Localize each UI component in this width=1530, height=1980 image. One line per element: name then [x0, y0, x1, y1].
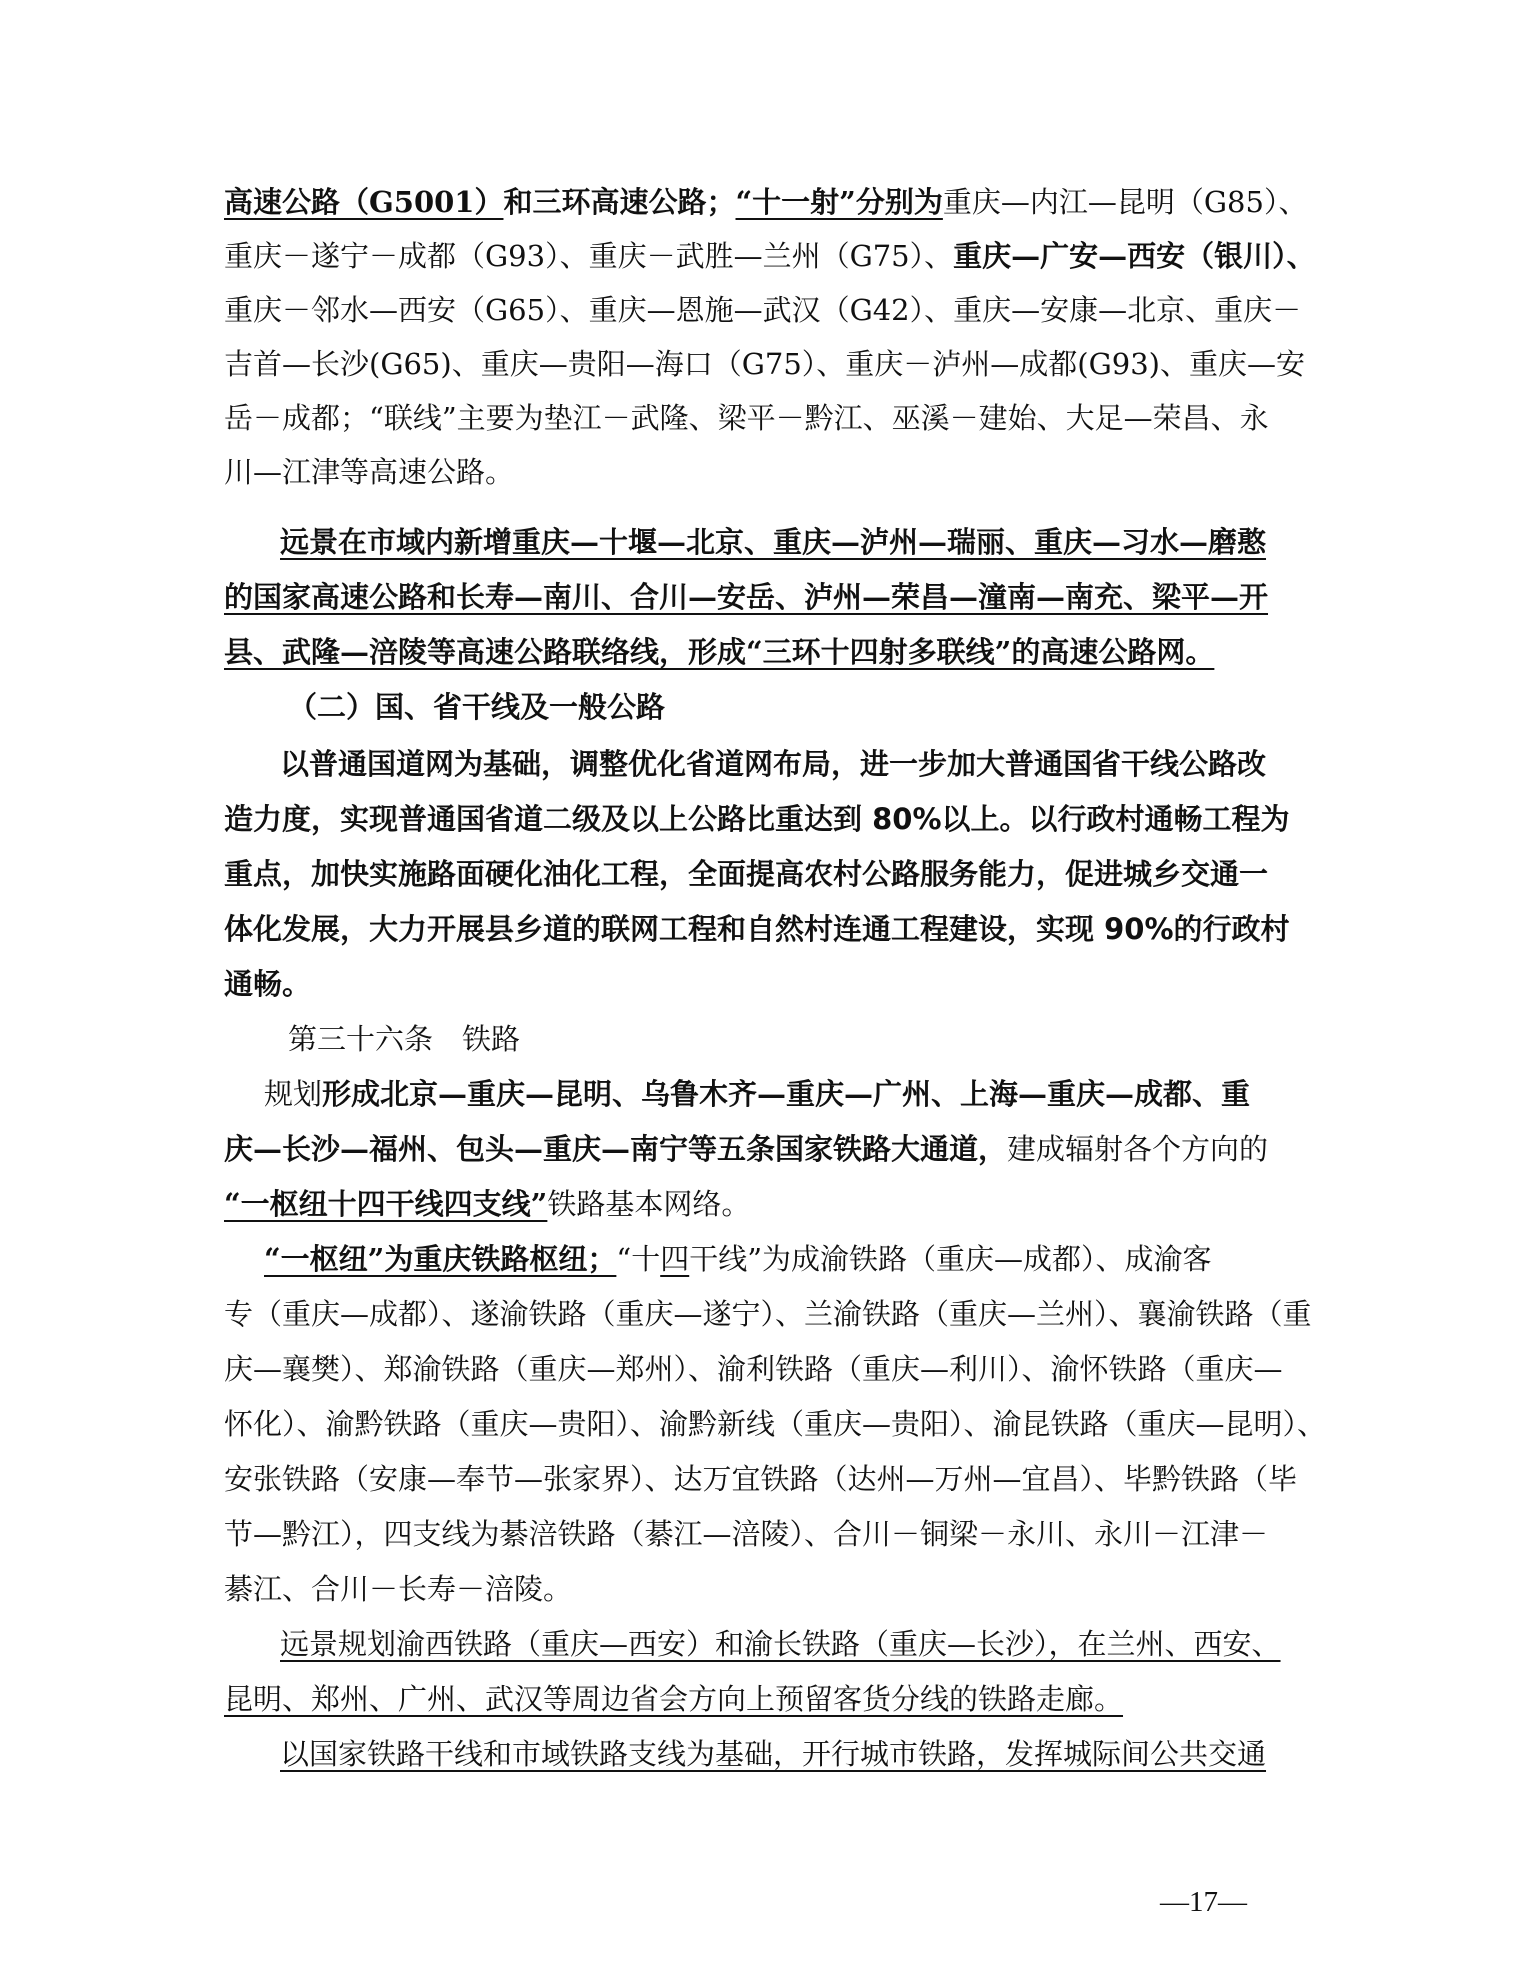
- text-run: 重庆—内江—昆明（G85）、: [942, 185, 1308, 219]
- text-run: 岳－成都；“联线”主要为垫江－武隆、梁平－黔江、巫溪－建始、大足—荣昌、永: [224, 401, 1269, 435]
- text-line: [280, 744, 1266, 784]
- text-line: [288, 1019, 520, 1059]
- text-line: [224, 632, 1214, 672]
- text-run: 建成辐射各个方向的: [1007, 1132, 1269, 1166]
- text-line: [280, 1624, 1281, 1664]
- text-line: [224, 1679, 1123, 1719]
- text-line: [264, 1239, 1212, 1279]
- text-line: [288, 687, 665, 727]
- text-line: [224, 1569, 572, 1609]
- text-run: 庆—襄樊）、郑渝铁路（重庆—郑州）、渝利铁路（重庆—利川）、渝怀铁路（重庆—: [224, 1352, 1283, 1386]
- text-run: 通畅。: [224, 967, 312, 1001]
- text-run: 造力度，实现普通国省道二级及以上公路比重达到 80%以上。以行政村通畅工程为: [224, 802, 1290, 836]
- text-line: [224, 909, 1290, 949]
- text-run: 安张铁路（安康—奉节—张家界）、达万宜铁路（达州—万州—宜昌）、毕黔铁路（毕: [224, 1462, 1298, 1496]
- text-run: 和三环高速公路；: [503, 185, 736, 219]
- text-line: [224, 799, 1290, 839]
- text-line: [280, 1734, 1266, 1774]
- text-run: 四: [660, 1242, 690, 1276]
- text-line: [224, 182, 1307, 222]
- text-line: [224, 1294, 1312, 1334]
- text-run: 远景规划渝西铁路（重庆—西安）和渝长铁路（重庆—长沙），在兰州、西安、: [280, 1627, 1281, 1661]
- text-run: 体化发展，大力开展县乡道的联网工程和自然村连通工程建设，实现 90%的行政村: [224, 912, 1290, 946]
- text-line: [280, 522, 1266, 562]
- text-run: “一枢纽十四干线四支线”: [224, 1187, 548, 1221]
- text-run: 重庆－遂宁－成都（G93）、重庆－武胜—兰州（G75）、: [224, 239, 954, 273]
- text-line: [224, 964, 311, 1004]
- text-run: “十: [616, 1242, 661, 1276]
- text-line: [264, 1074, 1250, 1114]
- text-run: “一枢纽”为重庆铁路枢纽；: [264, 1242, 617, 1276]
- text-run: 吉首—长沙(G65)、重庆—贵阳—海口（G75）、重庆－泸州—成都(G93)、重庆—安: [224, 347, 1305, 381]
- text-run: 铁路基本网络。: [547, 1187, 751, 1221]
- text-line: [224, 1184, 750, 1224]
- text-line: [224, 236, 1316, 276]
- text-run: 庆—长沙—福州、包头—重庆—南宁等五条国家铁路大通道，: [224, 1132, 1008, 1166]
- text-line: [224, 1514, 1268, 1554]
- text-run: 綦江、合川－长寿－涪陵。: [224, 1572, 573, 1606]
- text-run: 重点，加快实施路面硬化油化工程，全面提高农村公路服务能力，促进城乡交通一: [224, 857, 1269, 891]
- text-run: 重庆－邻水—西安（G65）、重庆—恩施—武汉（G42）、重庆—安康—北京、重庆－: [224, 293, 1302, 327]
- text-line: [224, 1129, 1268, 1169]
- text-line: [224, 344, 1305, 384]
- text-line: [224, 290, 1301, 330]
- text-line: [224, 452, 514, 492]
- text-line: [224, 1459, 1297, 1499]
- text-run: 重庆—广安—西安（银川）、: [953, 239, 1316, 273]
- text-run: 以国家铁路干线和市域铁路支线为基础，开行城市铁路，发挥城际间公共交通: [280, 1737, 1267, 1771]
- text-run: 干线”为成渝铁路（重庆—成都）、成渝客: [689, 1242, 1212, 1276]
- text-run: 节—黔江），四支线为綦涪铁路（綦江—涪陵）、合川－铜梁－永川、永川－江津－: [224, 1517, 1269, 1551]
- text-run: 第三十六条 铁路: [288, 1022, 521, 1056]
- text-run: 以普通国道网为基础，调整优化省道网布局，进一步加大普通国省干线公路改: [280, 747, 1267, 781]
- text-run: 县、武隆—涪陵等高速公路联络线，形成“三环十四射多联线”的高速公路网。: [224, 635, 1215, 669]
- text-line: [224, 398, 1269, 438]
- text-run: 的国家高速公路和长寿—南川、合川—安岳、泸州—荣昌—潼南—南充、梁平—开: [224, 580, 1269, 614]
- text-run: 规划: [264, 1077, 323, 1111]
- text-run: （二）国、省干线及一般公路: [288, 690, 666, 724]
- text-line: [224, 1404, 1326, 1444]
- text-run: 专（重庆—成都）、遂渝铁路（重庆—遂宁）、兰渝铁路（重庆—兰州）、襄渝铁路（重: [224, 1297, 1312, 1331]
- text-line: [224, 577, 1268, 617]
- text-run: 昆明、郑州、广州、武汉等周边省会方向上预留客货分线的铁路走廊。: [224, 1682, 1124, 1716]
- text-run: 川—江津等高速公路。: [224, 455, 515, 489]
- text-run: 怀化）、渝黔铁路（重庆—贵阳）、渝黔新线（重庆—贵阳）、渝昆铁路（重庆—昆明）、: [224, 1407, 1327, 1441]
- text-line: [224, 854, 1268, 894]
- text-line: [224, 1349, 1283, 1389]
- page-number: —17—: [1160, 1886, 1247, 1918]
- text-run: 远景在市域内新增重庆—十堰—北京、重庆—泸州—瑞丽、重庆—习水—磨憨: [280, 525, 1267, 559]
- text-run: “十一射”分别为: [735, 185, 943, 219]
- text-run: 高速公路（G5001）: [224, 185, 504, 219]
- text-run: 形成北京—重庆—昆明、乌鲁木齐—重庆—广州、上海—重庆—成都、重: [322, 1077, 1251, 1111]
